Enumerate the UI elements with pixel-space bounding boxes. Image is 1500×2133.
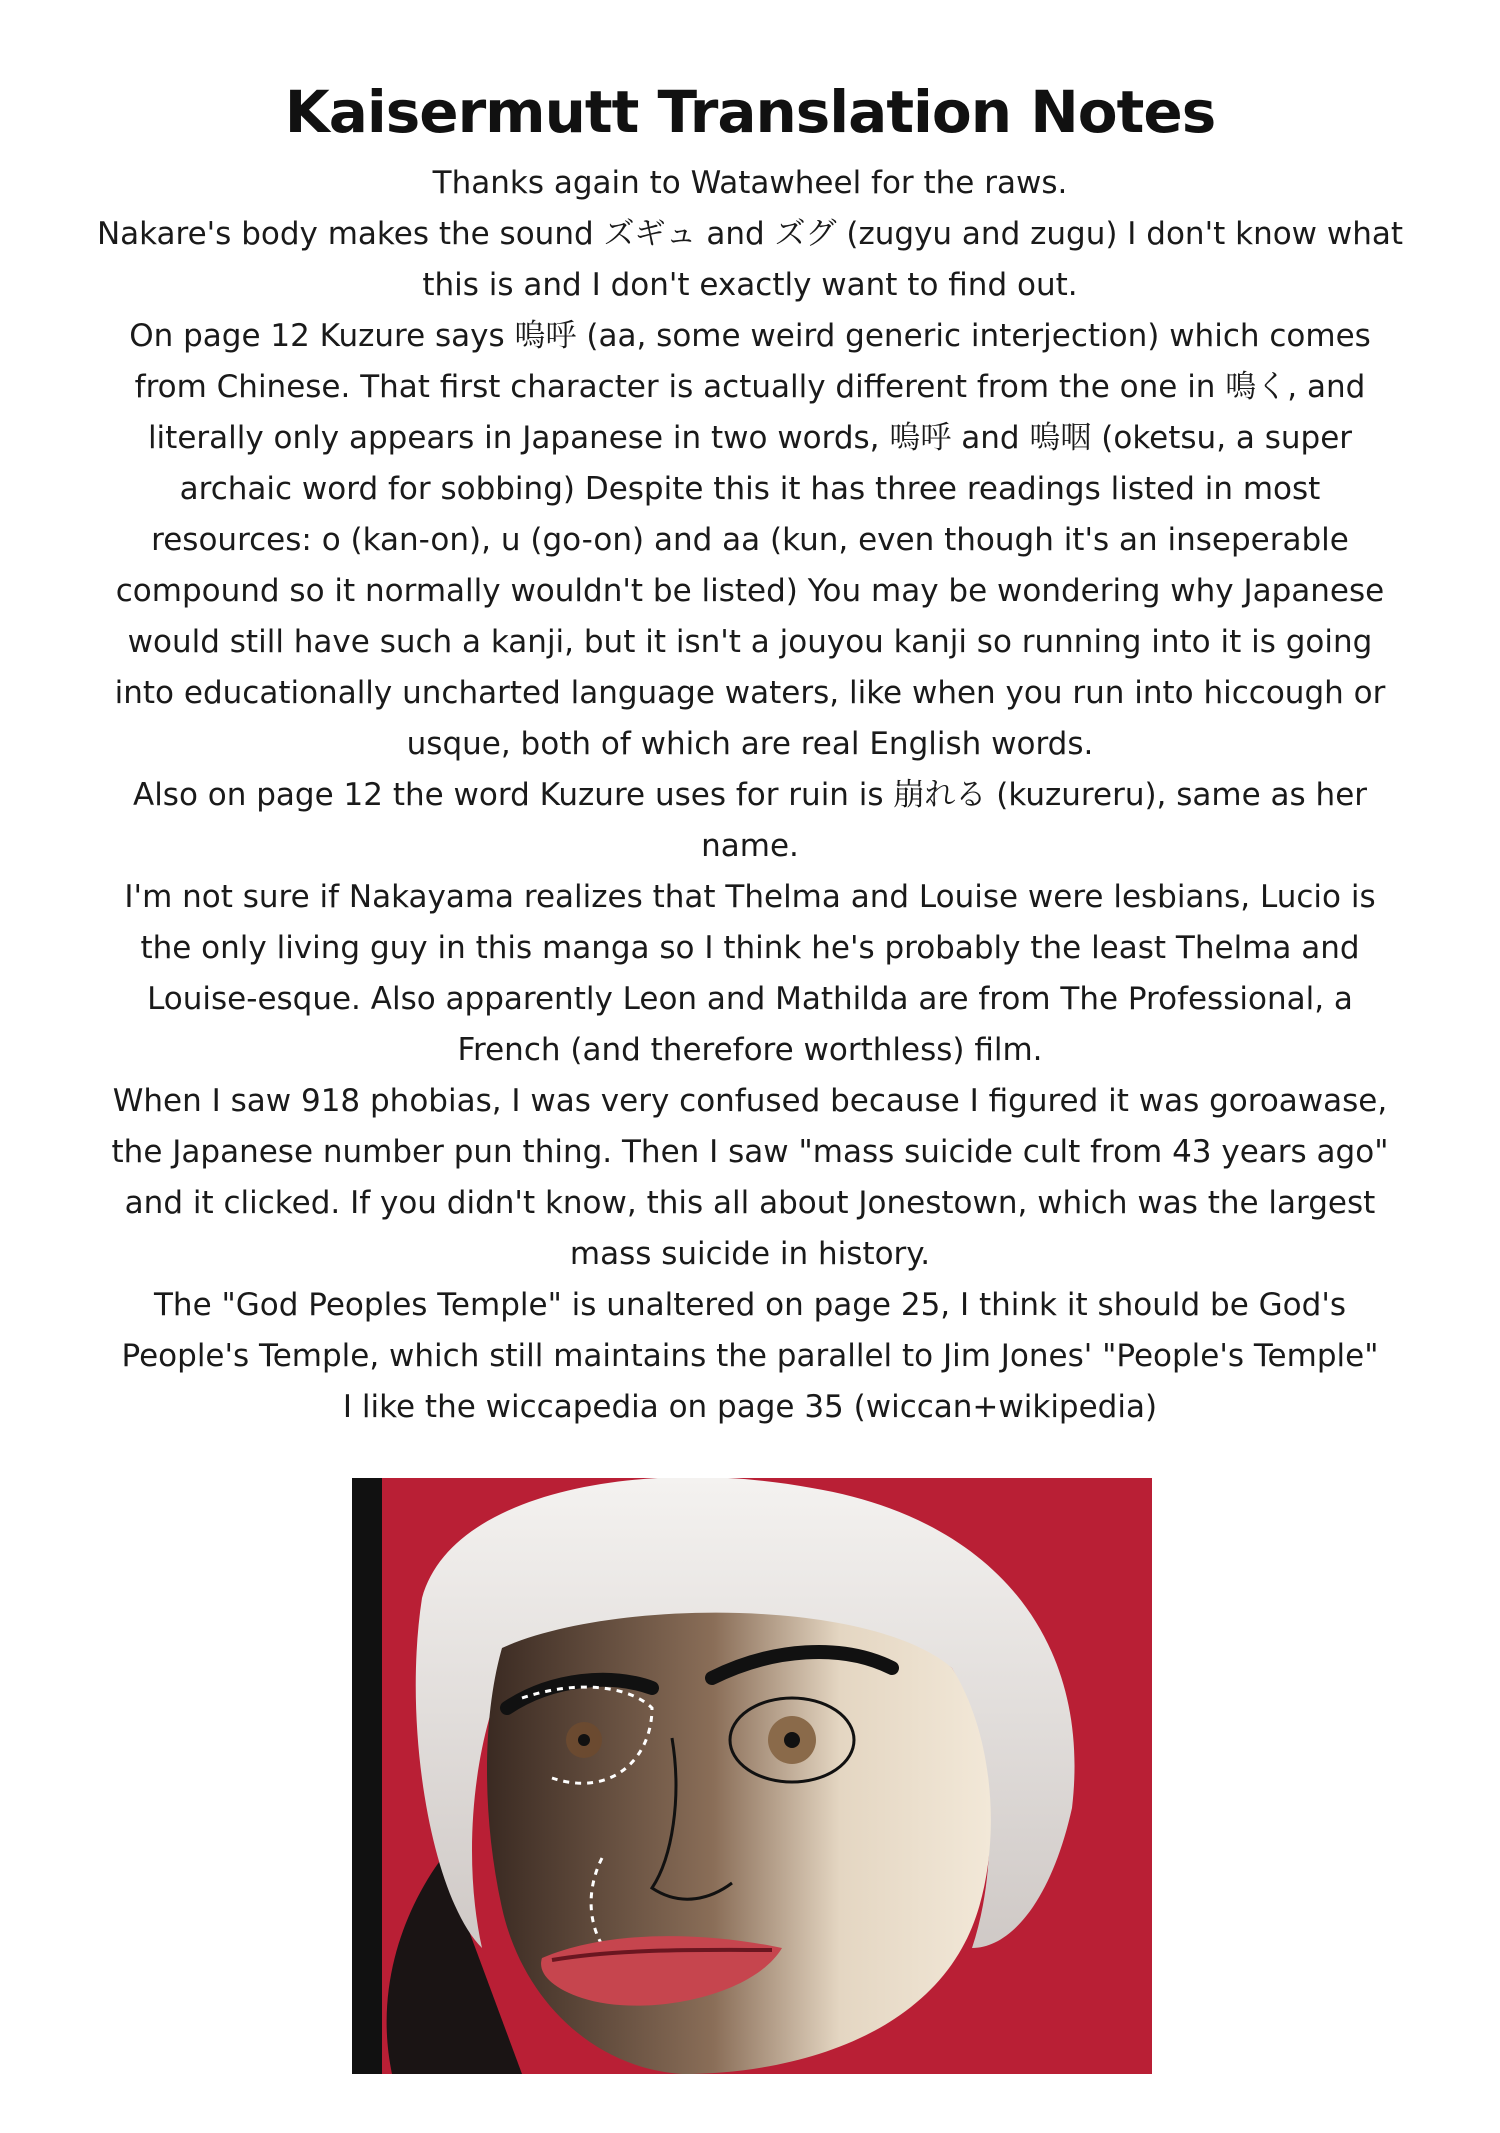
right-pupil	[784, 1732, 800, 1748]
note-paragraph-1: Thanks again to Watawheel for the raws.	[432, 165, 1068, 201]
doodled-face-image	[352, 1478, 1152, 2074]
note-paragraph-8: I like the wiccapedia on page 35 (wiccan+wikipedia)	[342, 1389, 1158, 1425]
left-dark-edge	[352, 1478, 382, 2074]
note-paragraph-7: The "God Peoples Temple" is unaltered on page 25, I think it should be God's People's Temple, which still maintains the parallel to Jim Jones' "People's Temple"	[121, 1287, 1379, 1374]
note-paragraph-6: When I saw 918 phobias, I was very confused because I figured it was goroawase, the Japanese number pun thing. Then I saw "mass suicide cult from 43 years ago" and it clicked. If you didn't know, this all about Jonestown, which was the largest mass suicide in history.	[111, 1083, 1389, 1272]
left-pupil	[578, 1734, 590, 1746]
notes-body	[95, 158, 1405, 1433]
note-paragraph-2: Nakare's body makes the sound ズギュ and ズグ (zugyu and zugu) I don't know what this is and I don't exactly want to find out.	[96, 216, 1404, 303]
page-title: Kaisermutt Translation Notes	[284, 78, 1216, 146]
note-paragraph-5: I'm not sure if Nakayama realizes that Thelma and Louise were lesbians, Lucio is the only living guy in this manga so I think he's probably the least Thelma and Louise-esque. Also apparently Leon and Mathilda are from The Professional, a French (and therefore worthless) film.	[124, 879, 1376, 1068]
note-paragraph-4: Also on page 12 the word Kuzure uses for ruin is 崩れる (kuzureru), same as her name.	[132, 777, 1368, 864]
note-paragraph-3: On page 12 Kuzure says 嗚呼 (aa, some weird generic interjection) which comes from Chinese. That first character is actually different from the one in 鳴く, and literally only appears in Japanese in two words, 嗚呼 and 嗚咽 (oketsu, a super archaic word for sobbing) Despite this it has three readings listed in most resources: o (kan-on), u (go-on) and aa (kun, even though it's an inseperable compound so it normally wouldn't be listed) You may be wondering why Japanese would still have such a kanji, but it isn't a jouyou kanji so running into it is going into educationally uncharted language waters, like when you run into hiccough or usque, both of which are real English words.	[114, 318, 1386, 762]
face-illustration	[352, 1478, 1152, 2074]
